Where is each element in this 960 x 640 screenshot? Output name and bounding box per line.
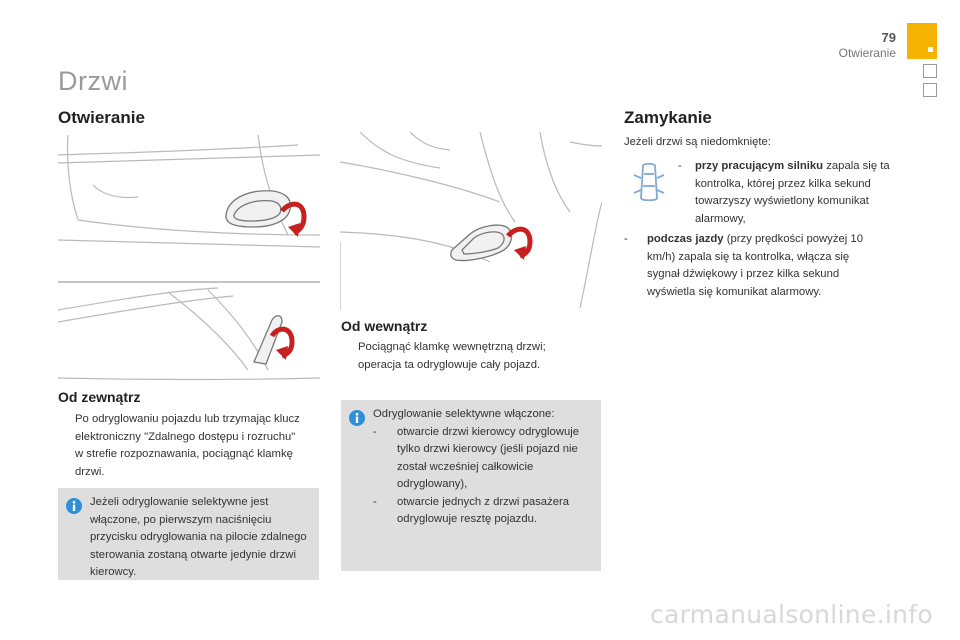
- info-list: [373, 424, 595, 529]
- info-box-selective-enabled: [341, 400, 601, 571]
- list-item: - otwarcie jednych z drzwi pasażera odryglowuje resztę pojazdu.: [373, 495, 570, 525]
- section-tab-empty: [923, 64, 937, 78]
- info-icon: [349, 410, 365, 426]
- closing-item-driving-text: (przy prędkości powyżej 10 km/h) zapala się ta kontrolka, włącza się sygnał dźwiękowy i przez kilka sekund wyświetla się komunikat alarmowy.: [647, 233, 863, 298]
- closing-intro: Jeżeli drzwi są niedomknięte:: [624, 136, 771, 148]
- info-box-text: Jeżeli odryglowanie selektywne jest włączone, po pierwszym naciśnięciu przycisku odryglowania na pilocie zdalnego sterowania zostaną otwarte jedynie drzwi kierowcy.: [90, 496, 307, 578]
- section-tab-empty: [923, 83, 937, 97]
- heading-from-outside: Od zewnątrz: [58, 389, 141, 405]
- info-box-content: [373, 406, 595, 529]
- info-icon: [66, 498, 82, 514]
- watermark: carmanualsonline.info: [650, 600, 933, 629]
- bullet-inside: [341, 339, 586, 374]
- door-open-warning-icon: [630, 160, 668, 204]
- bullet-outside: [58, 411, 303, 481]
- closing-item-driving-bold: podczas jazdy: [647, 233, 724, 245]
- door-edge-handle-illustration: [58, 270, 320, 382]
- closing-item-engine-text: zapala się ta kontrolka, której przez kilka sekund towarzyszy wyświetlony komunikat alarmowy,: [695, 160, 890, 225]
- curved-arrow-icon: [272, 329, 292, 360]
- interior-door-handle-illustration: [340, 132, 602, 310]
- section-tab: [907, 23, 937, 59]
- closing-item-engine: - przy pracującym silniku zapala się ta kontrolka, której przez kilka sekund towarzyszy wyświetlony komunikat alarmowy,: [678, 160, 890, 225]
- heading-from-inside: Od wewnątrz: [341, 318, 428, 334]
- page-number: 79: [881, 30, 896, 45]
- curved-arrow-icon: [508, 229, 530, 260]
- heading-opening: Otwieranie: [58, 108, 145, 127]
- info-intro: Odryglowanie selektywne włączone:: [373, 408, 555, 420]
- page-title: Drzwi: [58, 66, 128, 96]
- curved-arrow-icon: [282, 204, 304, 237]
- list-item: - otwarcie drzwi kierowcy odryglowuje tylko drzwi kierowcy (jeśli pojazd nie został wcześniej całkowicie odryglowany),: [373, 425, 580, 490]
- heading-closing: Zamykanie: [624, 108, 712, 127]
- bullet-outside-text: Po odryglowaniu pojazdu lub trzymając klucz elektroniczny "Zdalnego dostępu i rozruchu" w strefie rozpoznawania, pociągnąć klamkę drzwi.: [75, 413, 300, 478]
- bullet-inside-text: Pociągnąć klamkę wewnętrzną drzwi; operacja ta odryglowuje cały pojazd.: [358, 341, 546, 371]
- section-heading: Otwieranie: [838, 46, 896, 60]
- closing-item-driving: - podczas jazdy (przy prędkości powyżej 10 km/h) zapala się ta kontrolka, włącza się sygnał dźwiękowy i przez kilka sekund wyświetla się komunikat alarmowy.: [624, 233, 863, 298]
- info-box-selective-unlock: [58, 488, 319, 580]
- exterior-door-handle-illustration: [58, 135, 320, 267]
- closing-item-engine-bold: przy pracującym silniku: [695, 160, 824, 172]
